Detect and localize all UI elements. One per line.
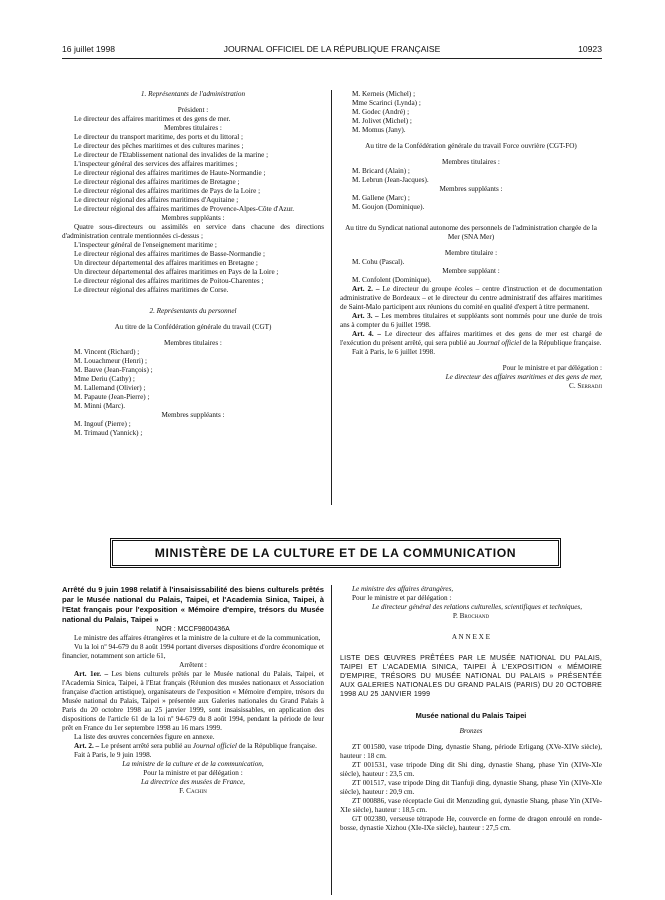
list-item: Le directeur régional des affaires maritimes de Basse-Normandie ; <box>74 250 266 258</box>
column-3 <box>62 585 324 796</box>
label: Membres suppléants : <box>161 411 225 419</box>
list-item: Le directeur régional des affaires maritimes de Provence-Alpes-Côte d'Azur. <box>74 205 295 213</box>
label: Membre titulaire : <box>444 249 498 257</box>
signature-line: Pour le ministre et par délégation : <box>502 364 602 372</box>
list-item: M. Minni (Marc). <box>74 402 126 410</box>
article-label: Art. 2. – <box>74 742 100 750</box>
union-heading: Au titre du Syndicat national autonome des personnels de l'administration chargée de la Mer (SNA Mer) <box>345 224 597 241</box>
article-label: Art. 4. – <box>352 330 382 338</box>
list-item: M. Momus (Jany). <box>352 126 406 134</box>
article-label: Art. 2. – <box>352 285 380 293</box>
list-item: M. Goujon (Dominique). <box>352 203 425 211</box>
titulaires-list <box>62 133 324 214</box>
list-item: Le directeur de l'Etablissement national des invalides de la marine ; <box>74 151 269 159</box>
signature-title: Le directeur des affaires maritimes et des gens de mer, <box>445 373 602 381</box>
header-rule <box>62 58 602 59</box>
article-text: Le directeur du groupe écoles – centre d'instruction et de documentation administrative de Bordeaux – et le directeur du centre administratif des affaires maritimes de Saint-Malo participent aux réunions du comité en qualité d'expert à titre permanent. <box>340 285 602 311</box>
nor-reference: NOR : MCCF9800436A <box>156 626 230 633</box>
list-item: M. Godec (André) ; <box>352 108 410 116</box>
header-date: 16 juillet 1998 <box>62 44 116 54</box>
suppleants-list <box>62 241 324 295</box>
signature-title: Le ministre des affaires étrangères, <box>352 585 454 593</box>
list-item: M. Confolent (Dominique). <box>352 276 432 284</box>
list-item: M. Vincent (Richard) ; <box>74 348 140 356</box>
list-item: Le directeur des pêches maritimes et des cultures marines ; <box>74 142 244 150</box>
list-item: M. Kerneis (Michel) ; <box>352 90 416 98</box>
list-item: L'inspecteur général des services des affaires maritimes ; <box>74 160 238 168</box>
article-label: Art. 1er. – <box>74 670 109 678</box>
label: Membre suppléant : <box>442 267 500 275</box>
list-item: M. Ingouf (Pierre) ; <box>74 420 131 428</box>
signature-line: Pour la ministre et par délégation : <box>143 769 243 777</box>
signature-name: C. Serradji <box>569 382 602 390</box>
signature-name: P. Brochand <box>452 612 490 620</box>
article-text: Les biens culturels prêtés par le Musée national du Palais, Taipei, et l'Academia Sinica, Taipei, à l'Etat français (Réunion des musées nationaux et Association française d'action artistique), organisateurs de l'exposition « Mémoire d'empire, trésors du Musée national du Palais, Taipei » présentée aux Galeries nationales du Grand Palais à Paris du 20 octobre 1998 au 25 janvier 1999, sont insaisissables, en application des dispositions de l'article 61 de la loi nº 94-679 du 8 août 1994, pendant la période de leur prêt en France du 1er septembre 1998 au 16 mars 1999. <box>62 670 324 732</box>
header-page-number: 10923 <box>578 44 602 54</box>
union-heading: Au titre de la Confédération générale du travail (CGT) <box>114 323 272 331</box>
signature-title: La ministre de la culture et de la communication, <box>122 760 264 768</box>
list-item: Le directeur régional des affaires maritimes de Corse. <box>74 286 229 294</box>
list-item: ZT 001531, vase tripode Ding dit Shi ding, dynastie Shang, phase Yin (XIVe-XIe siècle), hauteur : 23,5 cm. <box>340 761 602 778</box>
article-4 <box>340 330 602 348</box>
section-title: 1. Représentants de l'administration <box>140 90 246 98</box>
list-item: M. Trimaud (Yannick) ; <box>74 429 143 437</box>
label: Membres titulaires : <box>442 158 500 166</box>
liste-title: LISTE DES ŒUVRES PRÊTÉES PAR LE MUSÉE NATIONAL DU PALAIS, TAIPEI ET L'ACADEMIA SINICA, TAIPEI À L'EXPOSITION « MÉMOIRE D'EMPIRE, TRÉSORS DU MUSÉE NATIONAL DU PALAIS » PRÉSENTÉE AUX GALERIES NATIONALES DU GRAND PALAIS (PARIS) DU 20 OCTOBRE 1998 AU 25 JANVIER 1999 <box>340 655 602 698</box>
list-item: Le directeur régional des affaires maritimes de Pays de la Loire ; <box>74 187 261 195</box>
article-text: de la République française. <box>236 742 317 750</box>
list-item: GT 002380, verseuse tétrapode He, couvercle en forme de dragon enroulé en ronde-bosse, dynastie Xizhou (XIe-IXe siècle), hauteur : 27,5 cm. <box>340 815 602 832</box>
annexe-title: A N N E X E <box>451 633 491 641</box>
article-text: Le présent arrêté sera publié au <box>99 742 193 750</box>
article-label: Art. 3. – <box>352 312 379 320</box>
article-text: Les membres titulaires et suppléants sont nommés pour une durée de trois ans à compter du 6 juillet 1998. <box>340 312 602 329</box>
list-item: ZT 000886, vase réceptacle Gui dit Menzuding gui, dynastie Shang, phase Yin (XIVe-XIe siècle), hauteur : 18,5 cm. <box>340 797 602 814</box>
article-2 <box>62 742 324 751</box>
list-item: Un directeur départemental des affaires maritimes en Bretagne ; <box>74 259 258 267</box>
arretent-label: Arrêtent : <box>179 661 207 669</box>
list-item: M. Bricard (Alain) ; <box>352 167 410 175</box>
article-3 <box>340 312 602 330</box>
date-line: Fait à Paris, le 9 juin 1998. <box>74 751 152 759</box>
article-text: Le directeur des affaires maritimes et des gens de mer est chargé de l'exécution du présent arrêté, qui sera publié au <box>340 330 602 347</box>
category-heading: Bronzes <box>459 727 483 735</box>
list-item: Mme Scarinci (Lynda) ; <box>352 99 421 107</box>
list-item: ZT 001580, vase tripode Ding, dynastie Shang, période Erligang (XVe-XIVe siècle), hauteur : 18 cm. <box>340 743 602 760</box>
paragraph: Le ministre des affaires étrangères et la ministre de la culture et de la communication, <box>74 634 321 642</box>
journal-name: Journal officiel <box>192 742 237 750</box>
page-header <box>62 44 602 58</box>
label: Membres suppléants : <box>161 214 225 222</box>
label: Membres titulaires : <box>164 339 222 347</box>
label: Président : <box>177 106 209 114</box>
list-item: L'inspecteur général de l'enseignement maritime ; <box>74 241 217 249</box>
paragraph: La liste des œuvres concernées figure en annexe. <box>74 733 215 741</box>
list-item: Le directeur régional des affaires maritimes d'Aquitaine ; <box>74 196 239 204</box>
signature-name: F. Cachin <box>179 787 207 795</box>
signature-title: La directrice des musées de France, <box>141 778 245 786</box>
paragraph: Vu la loi nº 94-679 du 8 août 1994 portant diverses dispositions d'ordre économique et financier, notamment son article 61, <box>62 643 324 660</box>
list-item: M. Papaute (Jean-Pierre) ; <box>74 393 150 401</box>
list-item: Le directeur du transport maritime, des ports et du littoral ; <box>74 133 244 141</box>
list-item: Le directeur régional des affaires maritimes de Haute-Normandie ; <box>74 169 266 177</box>
union-heading: Au titre de la Confédération générale du travail Force ouvrière (CGT-FO) <box>365 142 577 150</box>
ministry-banner <box>110 538 561 568</box>
section-title: 2. Représentants du personnel <box>149 307 237 315</box>
article-1 <box>62 670 324 733</box>
column-divider <box>331 90 332 505</box>
journal-name: Journal officiel <box>477 339 522 347</box>
text-line: Le directeur des affaires maritimes et des gens de mer. <box>74 115 231 123</box>
list-item: Le directeur régional des affaires maritimes de Bretagne ; <box>74 178 240 186</box>
label: Membres suppléants : <box>439 185 503 193</box>
list-item: ZT 001517, vase tripode Ding dit Tianfuji ding, dynastie Shang, phase Yin (XIVe-XIe siècle), hauteur : 20,9 cm. <box>340 779 602 796</box>
list-item: Le directeur régional des affaires maritimes de Poitou-Charentes ; <box>74 277 264 285</box>
article-text: de la République française. <box>521 339 602 347</box>
list-item: M. Gallene (Marc) ; <box>352 194 410 202</box>
list-item: Mme Deriu (Cathy) ; <box>74 375 135 383</box>
ministry-title: MINISTÈRE DE LA CULTURE ET DE LA COMMUNICATION <box>154 546 517 560</box>
museum-heading: Musée national du Palais Taipei <box>415 711 527 720</box>
text-line: Quatre sous-directeurs ou assimilés en service dans chacune des directions d'administration centrale mentionnées ci-dessus ; <box>62 223 324 240</box>
column-4 <box>340 585 602 833</box>
column-divider <box>331 585 332 895</box>
article-2 <box>340 285 602 312</box>
list-item: M. Bauve (Jean-François) ; <box>74 366 153 374</box>
arrete-title: Arrêté du 9 juin 1998 relatif à l'insaisissabilité des biens culturels prêtés par le Musée national du Palais, Taipei, et l'Academia Sinica, Taipei, à l'Etat français pour l'exposition « Mémoire d'empire, trésors du Musée national du Palais, Taipei » <box>62 585 324 624</box>
label: Membres titulaires : <box>164 124 222 132</box>
list-item: M. Lallemand (Olivier) ; <box>74 384 146 392</box>
signature-line: Pour le ministre et par délégation : <box>352 594 452 602</box>
list-item: M. Louachmeur (Henri) ; <box>74 357 148 365</box>
list-item: Un directeur départemental des affaires maritimes en Pays de la Loire ; <box>74 268 279 276</box>
list-item: M. Lebrun (Jean-Jacques). <box>352 176 429 184</box>
header-journal-title: JOURNAL OFFICIEL DE LA RÉPUBLIQUE FRANÇAISE <box>223 44 441 54</box>
date-line: Fait à Paris, le 6 juillet 1998. <box>352 348 436 356</box>
list-item: M. Jolivet (Michel) ; <box>352 117 412 125</box>
column-1 <box>62 90 324 438</box>
signature-title: Le directeur général des relations culturelles, scientifiques et techniques, <box>372 603 582 611</box>
list-item: M. Cohu (Pascal). <box>352 258 405 266</box>
column-2 <box>340 90 602 391</box>
